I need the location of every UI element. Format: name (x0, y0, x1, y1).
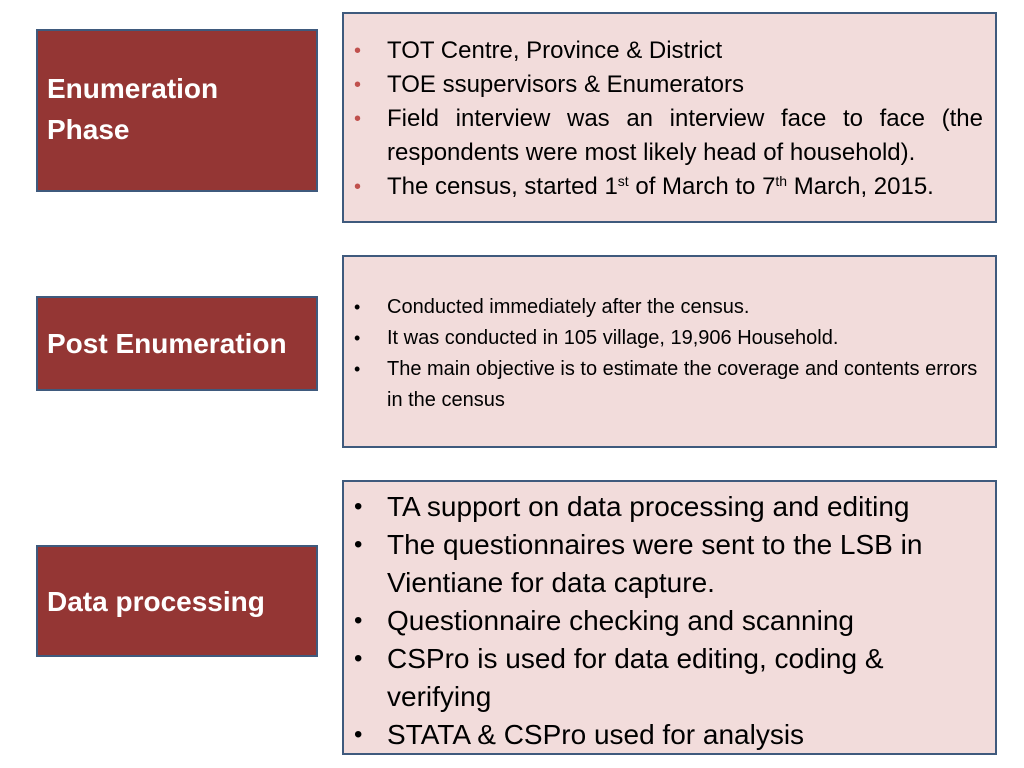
bullet-item (344, 640, 983, 716)
bullet-list (344, 292, 983, 416)
phase-label-line: Phase (47, 114, 130, 145)
bullet-item (344, 292, 983, 323)
bullet-text: Questionnaire checking and scanning (387, 605, 854, 636)
bullet-icon: • (354, 493, 363, 520)
bullet-text: STATA & CSPro used for analysis (387, 719, 805, 750)
bullet-icon: • (354, 607, 363, 634)
bullet-item (344, 68, 983, 102)
bullet-icon: • (354, 108, 362, 130)
detail-box-data-processing (342, 480, 997, 755)
phase-label: Data processing (47, 585, 265, 617)
bullet-text (387, 173, 934, 200)
bullet-text: CSPro is used for data editing, coding & verifying (387, 643, 884, 712)
bullet-text: TA support on data processing and editing (387, 491, 910, 522)
bullet-icon: • (354, 176, 362, 198)
bullet-item (344, 716, 983, 754)
phase-box-post-enumeration (36, 296, 318, 391)
text-part: of March to 7 (628, 173, 776, 200)
detail-box-post-enumeration (342, 255, 997, 448)
phase-box-data-processing (36, 545, 318, 657)
bullet-text: Field interview was an interview face to face (the respondents were most likely head of household). (387, 105, 983, 166)
bullet-item (344, 602, 983, 640)
bullet-item (344, 34, 983, 68)
bullet-item (344, 170, 983, 204)
text-part: March, 2015. (787, 173, 934, 200)
bullet-text: The main objective is to estimate the coverage and contents errors in the census (387, 358, 978, 411)
bullet-item (344, 354, 983, 416)
ordinal-suffix: st (617, 173, 629, 189)
bullet-icon: • (354, 359, 361, 379)
bullet-item (344, 102, 983, 170)
bullet-icon: • (354, 74, 362, 96)
bullet-icon: • (354, 328, 361, 348)
bullet-text: TOT Centre, Province & District (387, 37, 723, 64)
bullet-text: It was conducted in 105 village, 19,906 Household. (387, 327, 839, 349)
detail-box-enumeration (342, 12, 997, 223)
bullet-item (344, 526, 983, 602)
ordinal-suffix: th (775, 173, 788, 189)
bullet-icon: • (354, 297, 361, 317)
bullet-item (344, 323, 983, 354)
bullet-text: Conducted immediately after the census. (387, 296, 750, 318)
phase-label (47, 68, 218, 150)
phase-label-line: Enumeration (47, 73, 219, 104)
text-part: The census, started 1 (387, 173, 618, 200)
bullet-list (344, 34, 983, 204)
phase-box-enumeration (36, 29, 318, 192)
bullet-icon: • (354, 645, 363, 672)
bullet-icon: • (354, 531, 363, 558)
bullet-text: TOE ssupervisors & Enumerators (387, 71, 745, 98)
bullet-text: The questionnaires were sent to the LSB in Vientiane for data capture. (387, 529, 923, 598)
bullet-item (344, 488, 983, 526)
bullet-icon: • (354, 40, 362, 62)
bullet-list (344, 488, 983, 754)
phase-label: Post Enumeration (47, 328, 287, 359)
bullet-icon: • (354, 721, 363, 748)
